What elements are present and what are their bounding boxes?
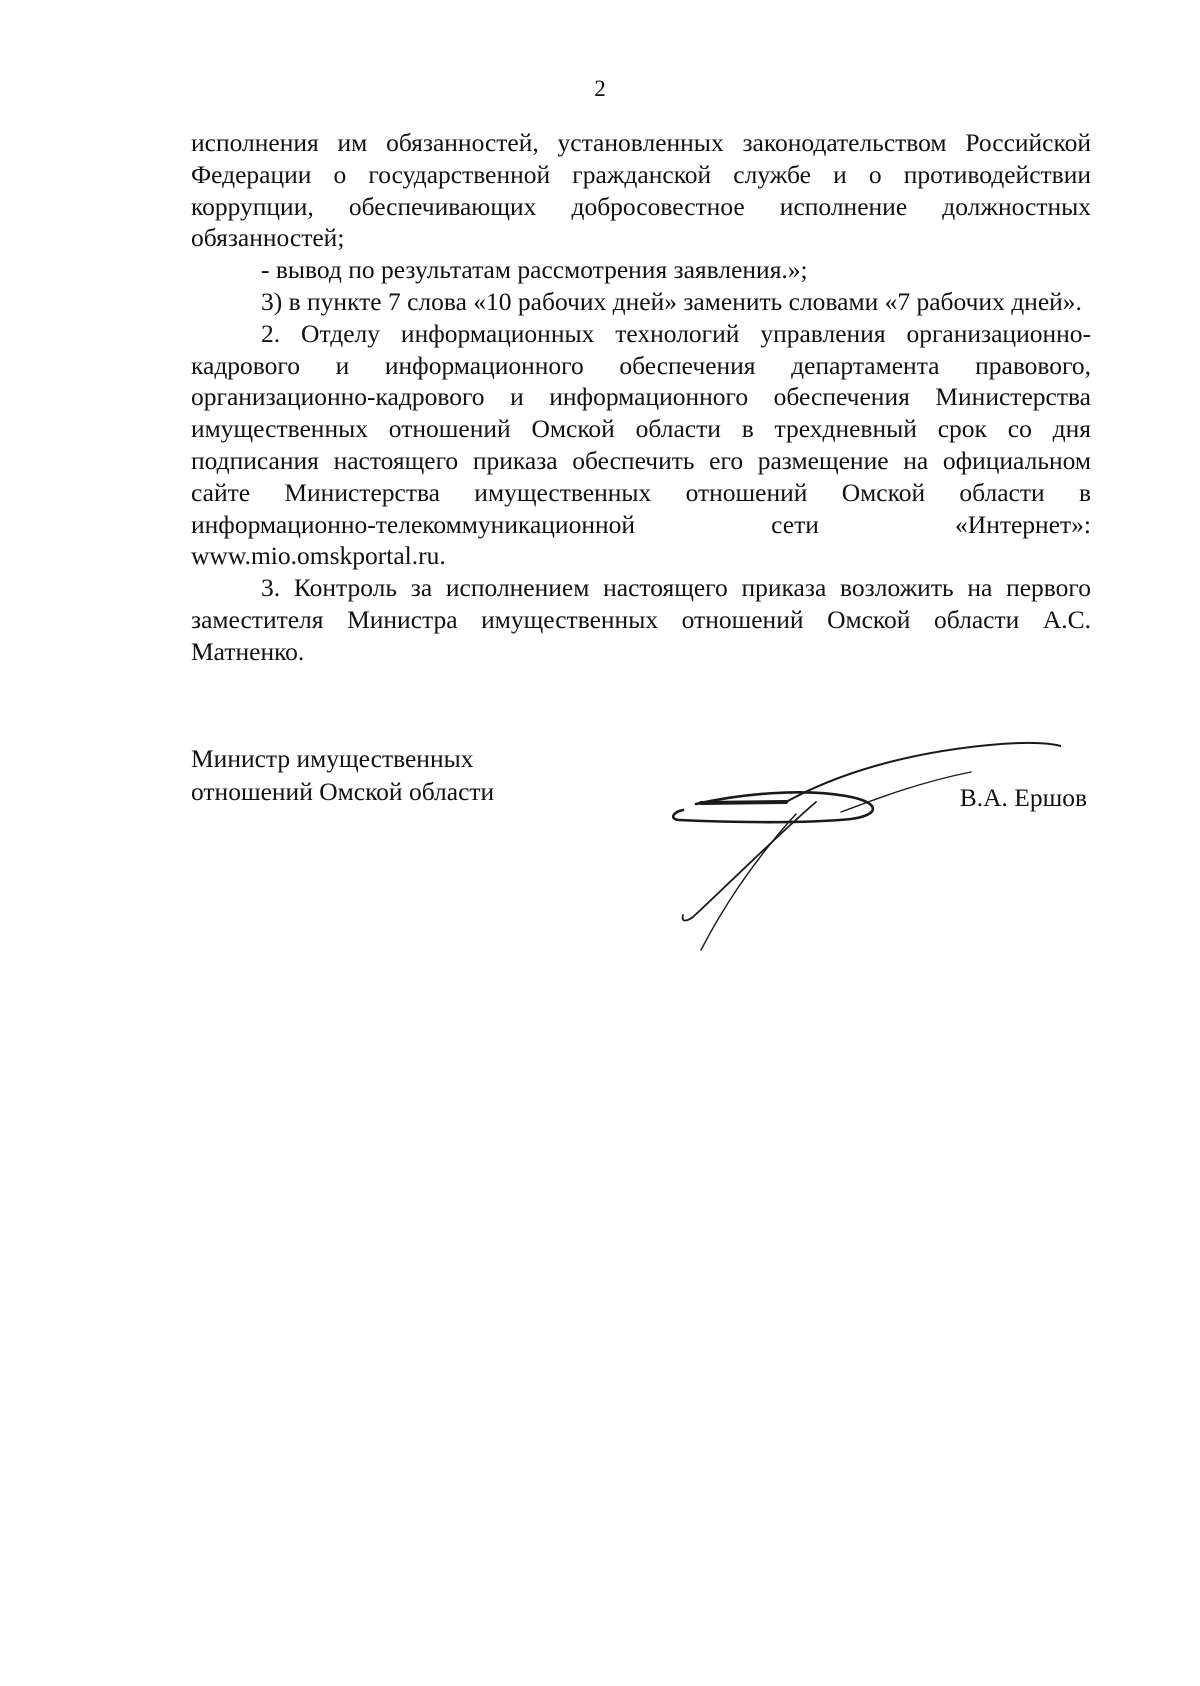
document-body — [191, 127, 1091, 668]
paragraph-conclusion-item: - вывод по результатам рассмотрения заявления.»; — [261, 255, 808, 285]
paragraph-continuation: исполнения им обязанностей, установленных законодательством Российской Федерации о государственной гражданской службе и о противодействии коррупции, обеспечивающих добросовестное исполнение должностных обязанностей; — [191, 128, 1091, 253]
paragraph-section-2: 2. Отделу информационных технологий управления организационно-кадрового и информационного обеспечения департамента правового, организационно-кадрового и информационного обеспечения Министерства имущественных отношений Омской области в трехдневный срок со дня подписания настоящего приказа обеспечить его размещение на официальном сайте Министерства имущественных отношений Омской области в информационно-телекоммуникационной сети «Интернет»: www.mio.omskportal.ru. — [191, 318, 1091, 571]
paragraph-section-3: 3. Контроль за исполнением настоящего приказа возложить на первого заместителя Министра имущественных отношений Омской области А.С. Матненко. — [191, 573, 1091, 666]
signatory-title-line1: Министр имущественных — [191, 744, 474, 773]
paragraph-item-3: 3) в пункте 7 слова «10 рабочих дней» заменить словами «7 рабочих дней». — [261, 286, 1082, 316]
signature-tail-stroke — [841, 772, 971, 812]
signature-diagonal-stroke-2 — [701, 814, 796, 950]
signature-loop-stroke — [673, 792, 873, 822]
signature-dash-stroke — [701, 802, 786, 803]
signatory-title — [191, 742, 494, 808]
signature-block — [191, 742, 1091, 982]
signatory-name: В.А. Ершов — [959, 783, 1087, 812]
page-number: 2 — [594, 76, 606, 101]
signatory-title-line2: отношений Омской области — [191, 777, 495, 806]
handwritten-signature — [601, 732, 1061, 967]
